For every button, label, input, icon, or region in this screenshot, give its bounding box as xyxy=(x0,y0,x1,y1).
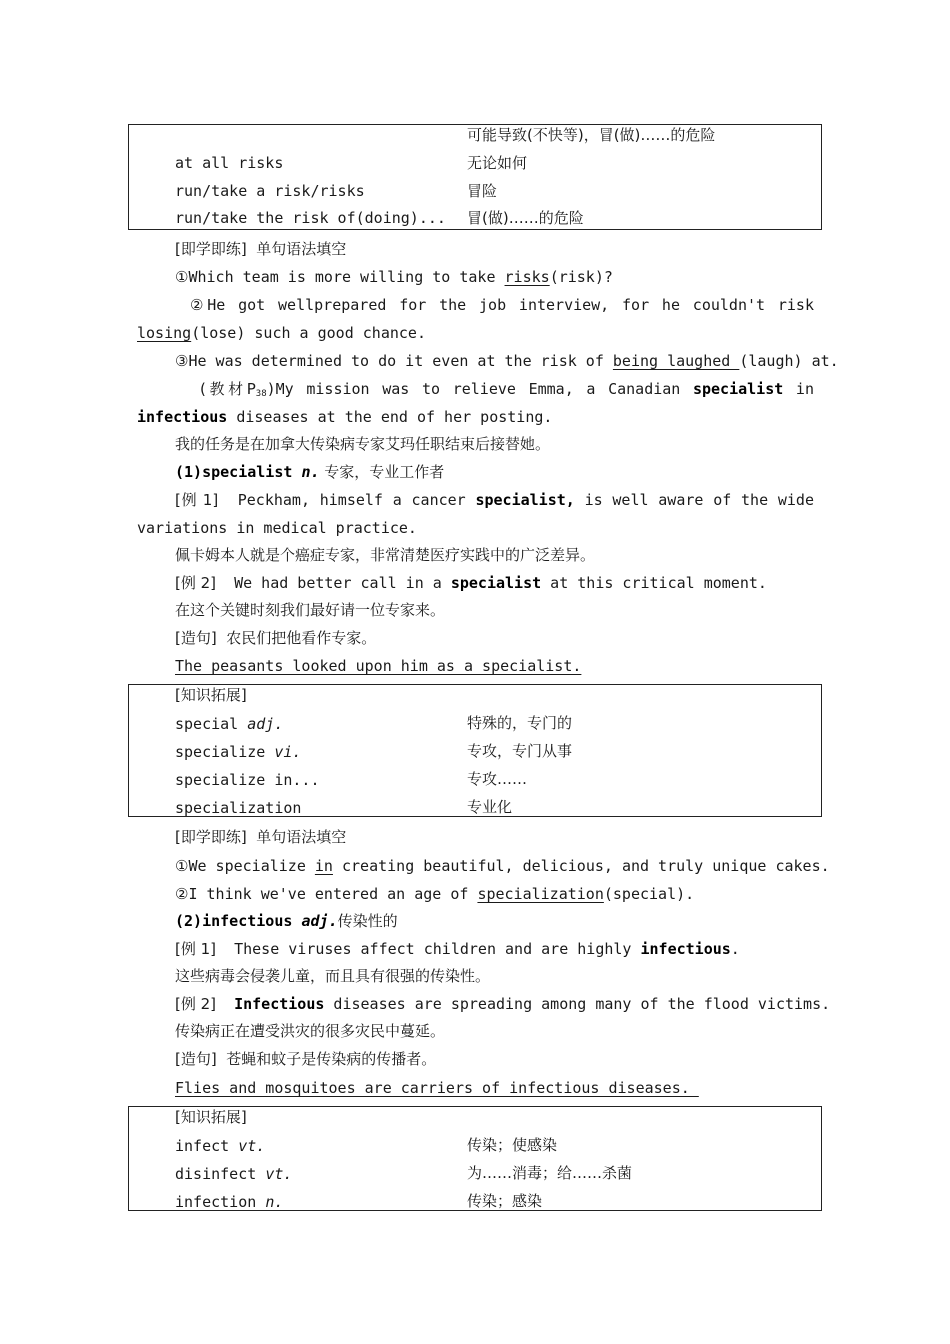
q3-text: ③He was determined to do it even at the risk of xyxy=(175,352,613,370)
box2-row-2-word: specialize xyxy=(175,743,275,761)
practice1-q1 xyxy=(175,267,613,287)
specialist-ex1-line1 xyxy=(175,490,814,510)
q1-answer: risks xyxy=(504,268,550,286)
infectious-ex2-cn: 传染病正在遭受洪灾的很多灾民中蔓延。 xyxy=(175,1022,446,1040)
box2-row-2-pos: vi. xyxy=(274,743,302,761)
infectious-ex2-text: diseases are spreading among many of the flood victims. xyxy=(324,995,831,1013)
box2-row-1-word: special xyxy=(175,715,248,733)
specialist-ex2-text: We had better call in a xyxy=(216,574,451,592)
specialist-ex1-cn: 佩卡姆本人就是个癌症专家，非常清楚医疗实践中的广泛差异。 xyxy=(175,546,596,564)
p2-q1-rest: creating beautiful, delicious, and truly unique cakes. xyxy=(332,857,830,875)
specialist-pos: n. xyxy=(301,463,320,481)
q3-hint: (laugh) at. xyxy=(739,352,839,370)
risk-row-2-en: at all risks xyxy=(175,154,284,172)
box2-row-4-cn: 专业化 xyxy=(467,798,513,816)
infectious-ex1-cn: 这些病毒会侵袭儿童，而且具有很强的传染性。 xyxy=(175,967,491,985)
infectious-pos: adj. xyxy=(301,912,338,930)
specialist-ex2 xyxy=(175,573,767,593)
practice2-q1 xyxy=(175,856,830,876)
p2-q2-hint: (special). xyxy=(603,885,695,903)
risk-row-2-cn: 无论如何 xyxy=(467,154,528,172)
specialist-ex1-line2: variations in medical practice. xyxy=(137,519,417,537)
practice1-q3 xyxy=(175,351,839,371)
box3-row-1-word: infect xyxy=(175,1137,239,1155)
practice2-q2 xyxy=(175,884,694,904)
box3-row-2-word: disinfect xyxy=(175,1165,266,1183)
box3-row-1-cn: 传染；使感染 xyxy=(467,1136,558,1154)
infectious-word: infectious xyxy=(202,912,293,930)
textbook-page: 38 xyxy=(255,389,267,399)
risk-row-1-cn: 可能导致(不快等)，冒(做)……的危险 xyxy=(467,126,716,144)
box3-row-2-cn: 为……消毒；给……杀菌 xyxy=(467,1164,633,1182)
infectious-make-answer: Flies and mosquitoes are carriers of infectious diseases. xyxy=(175,1079,699,1097)
practice2-header: [即学即练] 单句语法填空 xyxy=(175,828,347,846)
p2-q2-answer: specialization xyxy=(477,885,604,903)
box3-row-2-pos: vt. xyxy=(265,1165,293,1183)
box2-row-1-cn: 特殊的，专门的 xyxy=(467,714,573,732)
infectious-ex1-text: These viruses affect children and are highly xyxy=(216,940,641,958)
specialist-ex1-label: [例 1] xyxy=(175,491,219,509)
box3-row-2 xyxy=(175,1164,292,1184)
textbook-line1 xyxy=(200,379,814,404)
specialist-make-label: [造句] xyxy=(175,629,217,647)
box3-row-3-pos: n. xyxy=(265,1193,284,1211)
box2-row-1 xyxy=(175,714,283,734)
infectious-ex1-word: infectious xyxy=(640,940,731,958)
infectious-ex2-label: [例 2] xyxy=(175,995,217,1013)
specialist-ex1-rest: is well aware of the wide xyxy=(574,491,814,509)
box2-title: [知识拓展] xyxy=(175,686,247,704)
specialist-make-cn: 农民们把他看作专家。 xyxy=(216,629,377,647)
textbook-line2 xyxy=(137,407,552,427)
q1-text: ①Which team is more willing to take xyxy=(175,268,505,286)
infectious-make-label: [造句] xyxy=(175,1050,217,1068)
specialist-ex1-word: specialist, xyxy=(475,491,575,509)
infectious-make-cn: 苍蝇和蚊子是传染病的传播者。 xyxy=(216,1050,437,1068)
box2-row-3-word: specialize in... xyxy=(175,771,320,789)
box2-row-1-pos: adj. xyxy=(247,715,284,733)
box2-row-2 xyxy=(175,742,301,762)
specialist-heading xyxy=(175,462,444,482)
specialist-ex2-word: specialist xyxy=(450,574,542,592)
practice1-header: [即学即练] 单句语法填空 xyxy=(175,240,347,258)
risk-row-3-en: run/take a risk/risks xyxy=(175,182,365,200)
specialist-ex2-label: [例 2] xyxy=(175,574,217,592)
specialist-make-sentence xyxy=(175,628,376,648)
specialist-ex2-rest: at this critical moment. xyxy=(541,574,767,592)
infectious-make-sentence xyxy=(175,1049,436,1069)
box3-row-1 xyxy=(175,1136,265,1156)
risk-row-3-cn: 冒险 xyxy=(467,182,498,200)
box2-row-4-word: specialization xyxy=(175,799,302,817)
p2-q2-text: ②I think we've entered an age of xyxy=(175,885,478,903)
practice1-q2-line1: ②He got wellprepared for the job interview, for he couldn't risk xyxy=(190,296,814,314)
box3-title: [知识拓展] xyxy=(175,1108,247,1126)
textbook-prefix: (教材P xyxy=(200,380,256,398)
textbook-word-infectious: infectious xyxy=(137,408,228,426)
infectious-ex1-rest: . xyxy=(730,940,740,958)
infectious-ex2 xyxy=(175,994,830,1014)
specialist-ex2-cn: 在这个关键时刻我们最好请一位专家来。 xyxy=(175,601,446,619)
p2-q1-answer: in xyxy=(314,857,333,875)
textbook-line1-end: in xyxy=(783,380,814,398)
box3-row-1-pos: vt. xyxy=(238,1137,266,1155)
specialist-num: (1) xyxy=(175,463,203,481)
infectious-ex1 xyxy=(175,939,740,959)
specialist-make-answer: The peasants looked upon him as a specialist. xyxy=(175,657,582,675)
specialist-meaning: 专家，专业工作者 xyxy=(319,463,445,481)
q1-hint: (risk)? xyxy=(549,268,613,286)
q2-answer: losing xyxy=(137,324,192,342)
box3-row-3-word: infection xyxy=(175,1193,266,1211)
risk-row-4-en: run/take the risk of(doing)... xyxy=(175,209,446,227)
box3-row-3 xyxy=(175,1192,283,1212)
specialist-ex1-text: Peckham, himself a cancer xyxy=(218,491,476,509)
specialist-word: specialist xyxy=(202,463,293,481)
infectious-ex1-label: [例 1] xyxy=(175,940,217,958)
textbook-translation: 我的任务是在加拿大传染病专家艾玛任职结束后接替她。 xyxy=(175,435,551,453)
infectious-meaning: 传染性的 xyxy=(337,912,398,930)
box2-row-3-cn: 专攻…… xyxy=(467,770,528,788)
textbook-line1-text: )My mission was to relieve Emma, a Canadian xyxy=(266,380,693,398)
infectious-heading xyxy=(175,911,398,931)
textbook-word-specialist: specialist xyxy=(692,380,784,398)
box3-row-3-cn: 传染；感染 xyxy=(467,1192,543,1210)
q2-hint: (lose) such a good chance. xyxy=(191,324,426,342)
q3-answer: being laughed xyxy=(612,352,740,370)
risk-row-4-cn: 冒(做)……的危险 xyxy=(467,209,584,227)
textbook-line2-text: diseases at the end of her posting. xyxy=(227,408,553,426)
practice1-q2-line2 xyxy=(137,323,426,343)
infectious-ex2-word: Infectious xyxy=(234,995,325,1013)
box2-row-2-cn: 专攻，专门从事 xyxy=(467,742,573,760)
infectious-num: (2) xyxy=(175,912,203,930)
p2-q1-text: ①We specialize xyxy=(175,857,315,875)
